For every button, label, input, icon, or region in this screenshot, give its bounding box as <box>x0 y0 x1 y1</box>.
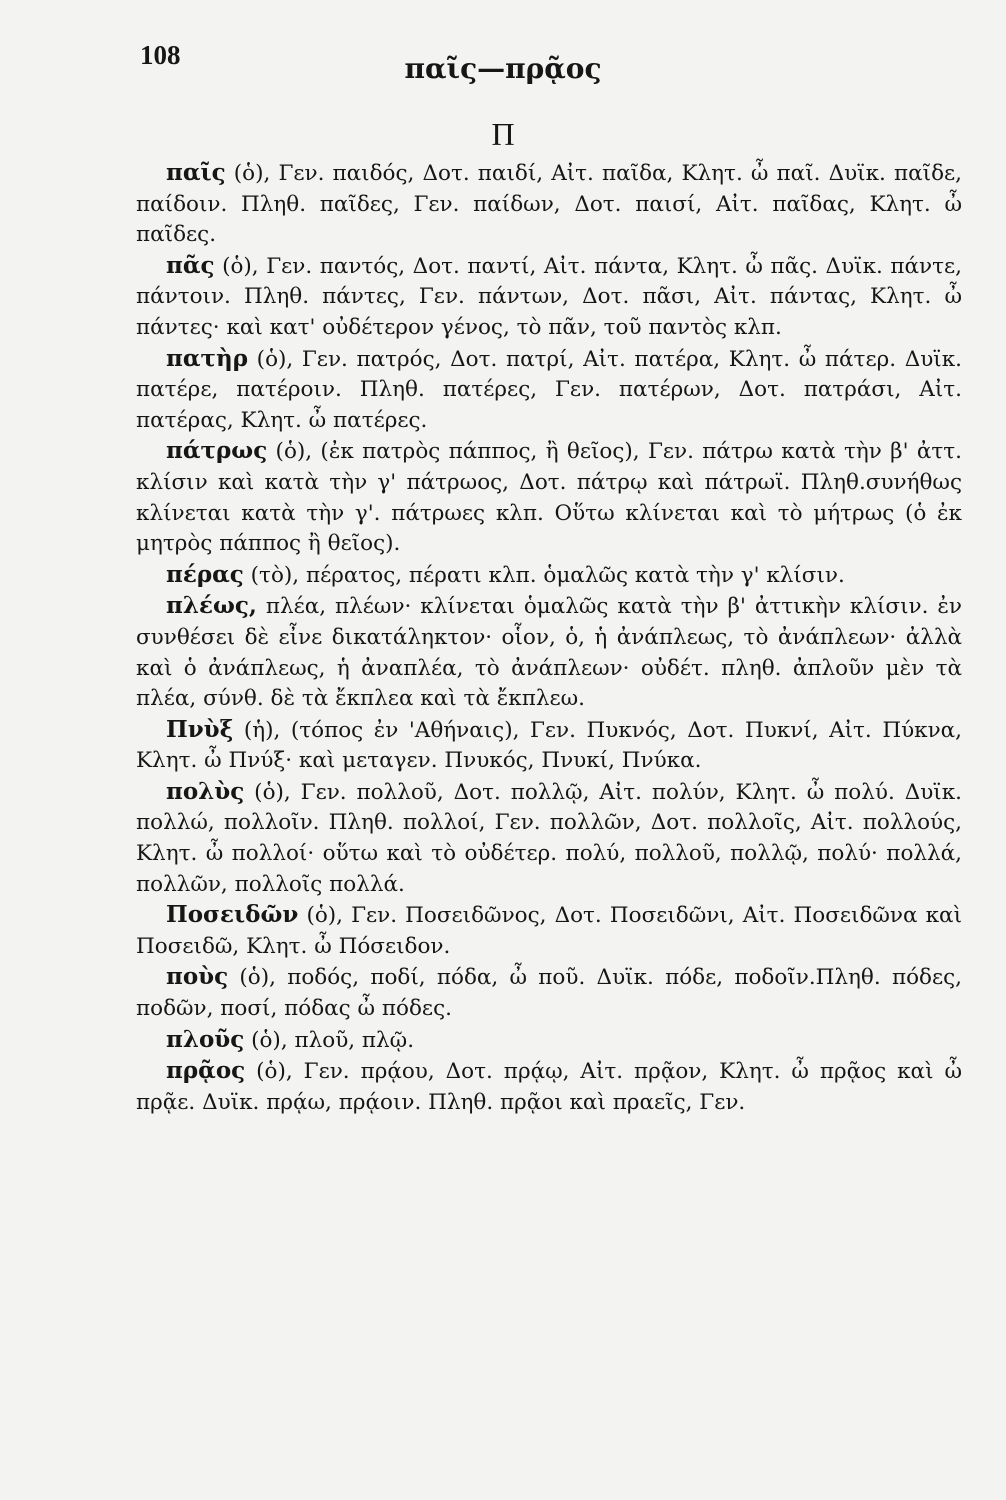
entry-pas <box>136 251 962 344</box>
entry-pleos <box>136 591 962 714</box>
lemma: πλοῦς <box>166 1025 245 1053</box>
entry-pater <box>136 344 962 437</box>
entry-text: (τὸ), πέρατος, πέρατι κλπ. ὁμαλῶς κατὰ τὴν γ' κλίσιν. <box>243 562 845 588</box>
lemma: Πνὺξ <box>166 715 234 743</box>
lemma: πρᾷος <box>166 1057 246 1085</box>
entry-text: (ὁ), Γεν. παιδός, Δοτ. παιδί, Αἰτ. παῖδα, Κλητ. ὦ παῖ. Δυϊκ. παῖδε, παίδοιν. Πληθ. παῖδες, Γεν. παίδων, Δοτ. παισί, Αἰτ. παῖδας, Κλητ. ὦ παῖδες. <box>136 161 962 248</box>
entry-text: (ὁ), Γεν. πολλοῦ, Δοτ. πολλῷ, Αἰτ. πολύν, Κλητ. ὦ πολύ. Δυϊκ. πολλώ, πολλοῖν. Πληθ. πολλοί, Γεν. πολλῶν, Δοτ. πολλοῖς, Αἰτ. πολλούς, Κλητ. ὦ πολλοί· οὕτω καὶ τὸ οὐδέτερ. πολύ, πολλοῦ, πολλῷ, πολύ· πολλά, πολλῶν, πολλοῖς πολλά. <box>136 779 962 897</box>
lemma: πέρας <box>166 560 244 588</box>
lemma: πατὴρ <box>166 344 249 372</box>
lemma: πάτρως <box>166 437 268 465</box>
lemma: πᾶς <box>166 251 215 279</box>
entry-poseidon <box>136 900 962 962</box>
lemma: πλέως, <box>166 592 257 620</box>
entry-text: (ὁ), Γεν. Ποσειδῶνος, Δοτ. Ποσειδῶνι, Αἰτ. Ποσειδῶνα καὶ Ποσειδῶ, Κλητ. ὦ Πόσειδον. <box>136 903 962 959</box>
entry-text: (ὁ), ποδός, ποδί, πόδα, ὦ ποῦ. Δυϊκ. πόδε, ποδοῖν.Πληθ. πόδες, ποδῶν, ποσί, πόδας ὦ πόδες. <box>136 965 962 1022</box>
entry-text: (ὁ), Γεν. πατρός, Δοτ. πατρί, Αἰτ. πατέρα, Κλητ. ὦ πάτερ. Δυϊκ. πατέρε, πατέροιν. Πληθ. πατέρες, Γεν. πατέρων, Δοτ. πατράσι, Αἰτ. πατέρας, Κλητ. ὦ πατέρες. <box>136 346 962 433</box>
entry-peras <box>136 560 962 592</box>
entry-text: (ἡ), (τόπος ἐν 'Αθήναις), Γεν. Πυκνός, Δοτ. Πυκνί, Αἰτ. Πύκνα, Κλητ. ὦ Πνύξ· καὶ μεταγεν. Πνυκός, Πνυκί, Πνύκα. <box>136 717 962 774</box>
entry-text: (ὁ), Γεν. πρᾴου, Δοτ. πρᾴῳ, Αἰτ. πρᾷον, Κλητ. ὦ πρᾷος καὶ ὦ πρᾷε. Δυϊκ. πρᾴω, πρᾴοιν. Πληθ. πρᾷοι καὶ πραεῖς, Γεν. <box>136 1059 962 1115</box>
running-head: παῖς—πρᾷος <box>404 52 602 85</box>
entry-pais <box>136 158 962 251</box>
entry-text: (ὁ), (ἐκ πατρὸς πάππος, ἢ θεῖος), Γεν. πάτρω κατὰ τὴν β' ἀττ. κλίσιν καὶ κατὰ τὴν γ' πάτρωος, Δοτ. πάτρῳ καὶ πάτρωϊ. Πληθ.συνήθως κλίνεται κατὰ τὴν γ'. πάτρωες κλπ. Οὕτω κλίνεται καὶ τὸ μήτρως (ὁ ἐκ μητρὸς πάππος ἢ θεῖος). <box>136 439 962 557</box>
entry-polys <box>136 777 962 900</box>
entry-praos <box>136 1056 962 1118</box>
lemma: ποὺς <box>166 963 229 991</box>
entry-patros <box>136 436 962 559</box>
lemma: παῖς <box>166 159 226 186</box>
dictionary-body <box>136 158 962 1118</box>
entry-text: (ὁ), πλοῦ, πλῷ. <box>244 1027 415 1053</box>
entry-text: (ὁ), Γεν. παντός, Δοτ. παντί, Αἰτ. πάντα, Κλητ. ὦ πᾶς. Δυϊκ. πάντε, πάντοιν. Πληθ. πάντες, Γεν. πάντων, Δοτ. πᾶσι, Αἰτ. πάντας, Κλητ. ὦ πάντες· καὶ κατ' οὐδέτερον γένος, τὸ πᾶν, τοῦ παντὸς κλπ. <box>136 253 962 340</box>
entry-text: πλέα, πλέων· κλίνεται ὁμαλῶς κατὰ τὴν β' ἀττικὴν κλίσιν. ἐν συνθέσει δὲ εἶνε δικατάληκτον· οἷον, ὁ, ἡ ἀνάπλεως, τὸ ἀνάπλεων· ἀλλὰ καὶ ὁ ἀνάπλεως, ἡ ἀναπλέα, τὸ ἀνάπλεων· οὐδέτ. πληθ. ἀπλοῦν μὲν τὰ πλέα, σύνθ. δὲ τὰ ἔκπλεα καὶ τὰ ἔκπλεω. <box>136 594 962 712</box>
section-letter: Π <box>491 116 515 152</box>
entry-plous <box>136 1025 962 1057</box>
lemma: πολὺς <box>166 777 245 805</box>
entry-pous <box>136 962 962 1024</box>
entry-pnyx <box>136 715 962 777</box>
page-number: 108 <box>140 40 181 70</box>
lemma: Ποσειδῶν <box>166 901 299 929</box>
